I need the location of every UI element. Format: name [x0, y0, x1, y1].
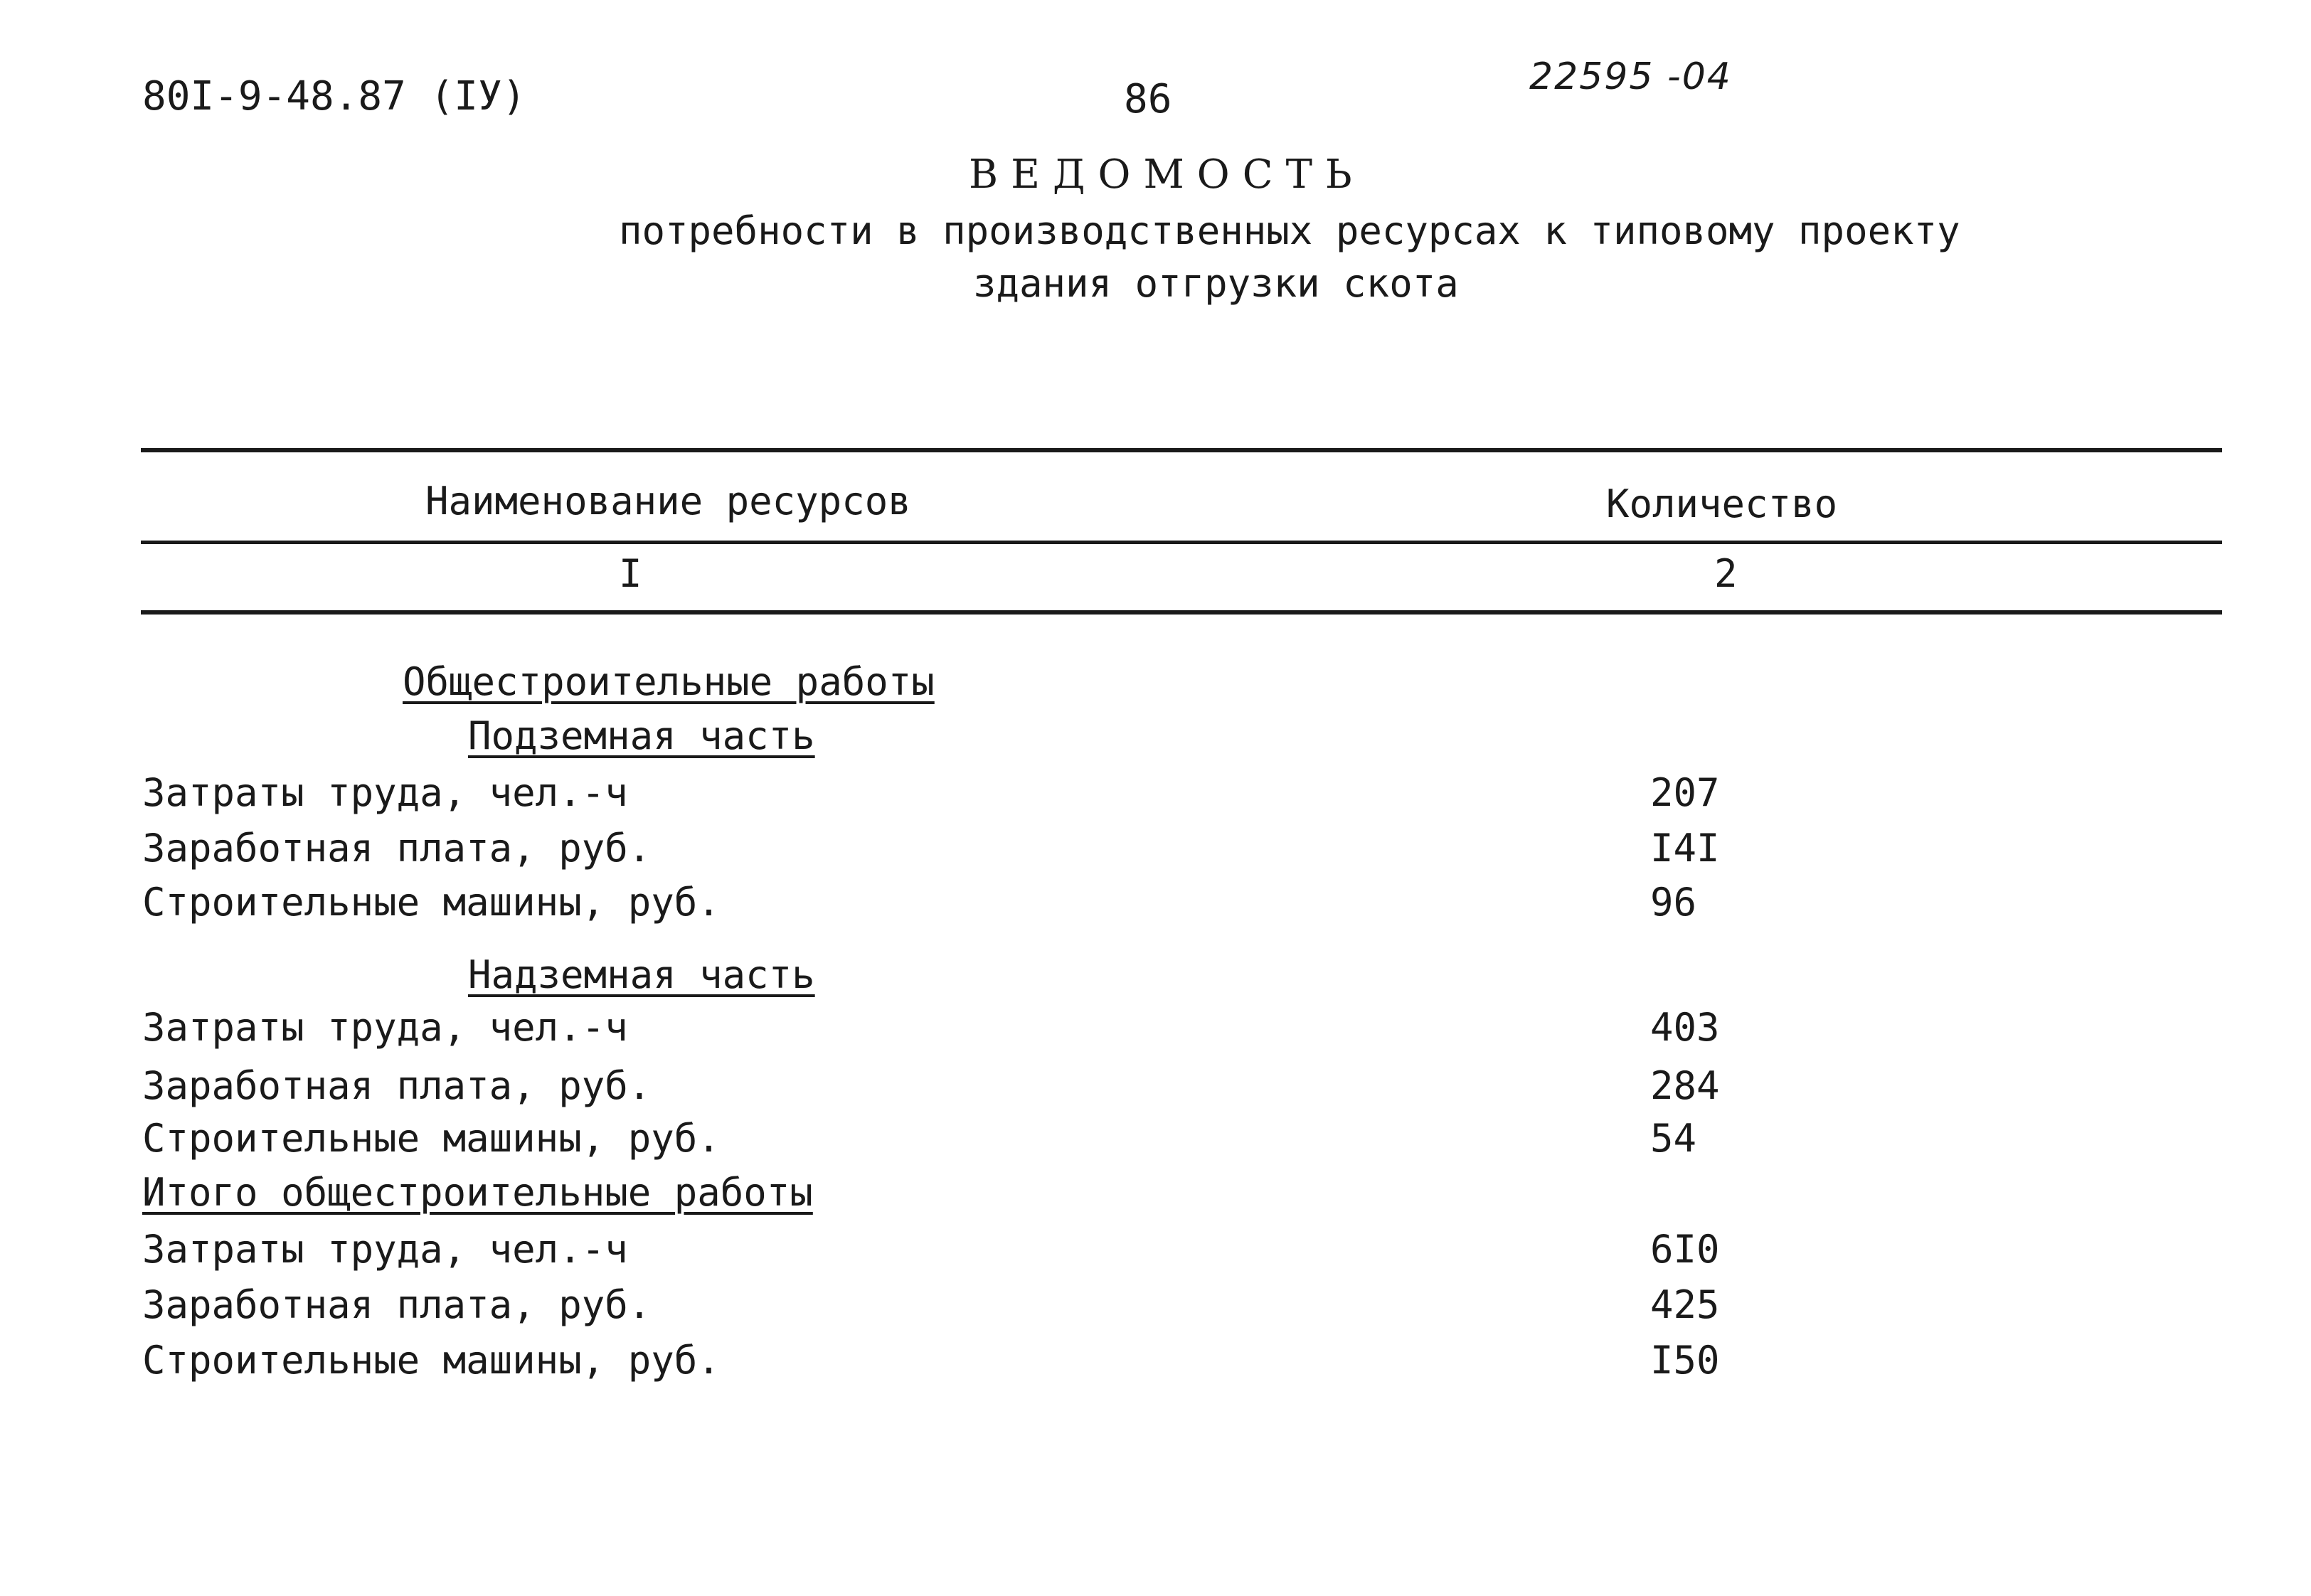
- row-label-aboveground-wages: Заработная плата, руб.: [142, 1063, 652, 1108]
- table-numbering-rule: [141, 610, 2222, 615]
- row-value-total-wages: 425: [1650, 1282, 1720, 1327]
- document-title: ВЕДОМОСТЬ: [969, 151, 1365, 198]
- row-value-underground-machines: 96: [1650, 880, 1697, 925]
- row-value-total-machines: I50: [1650, 1338, 1720, 1383]
- document-code: 80I-9-48.87 (IУ): [142, 73, 526, 119]
- row-label-underground-labor: Затраты труда, чел.-ч: [142, 770, 628, 815]
- column-number-2: 2: [1714, 551, 1738, 596]
- document-subtitle-line-1: потребности в производственных ресурсах к типовому проекту: [619, 208, 1960, 253]
- row-label-total-labor: Затраты труда, чел.-ч: [142, 1227, 628, 1272]
- column-header-resources: Наименование ресурсов: [425, 479, 911, 523]
- column-number-1: I: [619, 551, 642, 596]
- row-value-total-labor: 6I0: [1650, 1227, 1720, 1272]
- section-heading-general-works: Общестроительные работы: [403, 659, 935, 704]
- row-label-total-machines: Строительные машины, руб.: [142, 1338, 721, 1383]
- section-heading-total: Итого общестроительные работы: [142, 1170, 813, 1215]
- row-value-aboveground-labor: 403: [1650, 1005, 1720, 1050]
- row-label-total-wages: Заработная плата, руб.: [142, 1282, 652, 1327]
- row-value-underground-labor: 207: [1650, 770, 1720, 815]
- row-label-underground-wages: Заработная плата, руб.: [142, 826, 652, 871]
- table-top-rule: [141, 448, 2222, 452]
- table-header-rule: [141, 541, 2222, 544]
- column-header-quantity: Количество: [1606, 482, 1838, 526]
- handwritten-code: 22595 -04: [1529, 55, 1732, 98]
- page-number: 86: [1124, 76, 1172, 122]
- row-value-aboveground-machines: 54: [1650, 1116, 1697, 1161]
- row-label-underground-machines: Строительные машины, руб.: [142, 880, 721, 925]
- document-subtitle-line-2: здания отгрузки скота: [973, 261, 1459, 306]
- section-heading-underground: Подземная часть: [468, 713, 815, 758]
- row-label-aboveground-labor: Затраты труда, чел.-ч: [142, 1005, 628, 1050]
- section-heading-aboveground: Надземная часть: [468, 952, 815, 997]
- row-value-aboveground-wages: 284: [1650, 1063, 1720, 1108]
- row-value-underground-wages: I4I: [1650, 826, 1720, 871]
- row-label-aboveground-machines: Строительные машины, руб.: [142, 1116, 721, 1161]
